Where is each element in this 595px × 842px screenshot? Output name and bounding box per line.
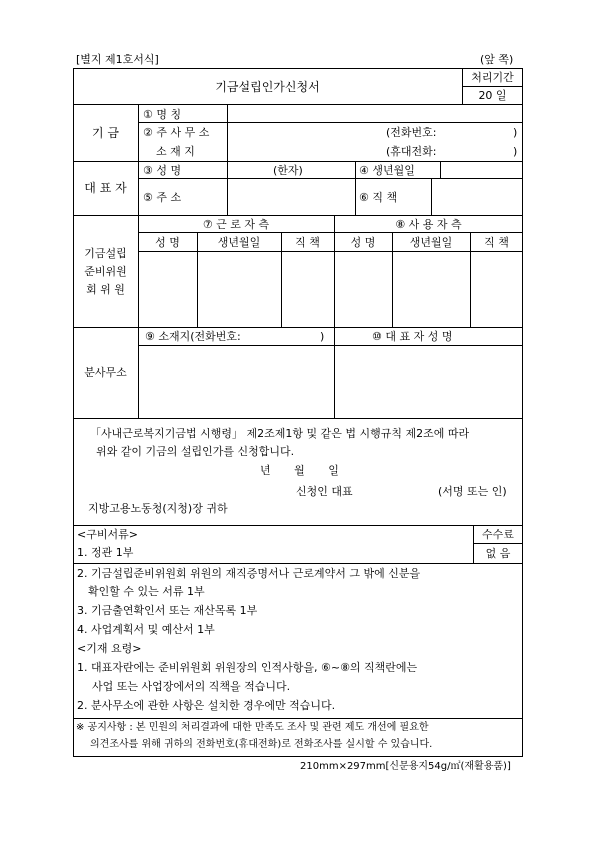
branch-location-close: ) xyxy=(320,330,325,343)
processing-period-label: 처리기간 xyxy=(471,71,514,84)
committee-section-label-2: 준비위원 xyxy=(84,265,127,278)
committee-section-label-3: 회 위 원 xyxy=(86,283,125,296)
branch-section-label: 분사무소 xyxy=(84,366,127,379)
branch-location-label: ⑨ 소재지(전화번호: xyxy=(145,330,241,343)
paper-spec-footer: 210mm×297mm[신문용지54g/㎡(재활용품)] xyxy=(300,761,511,772)
signature-label: (서명 또는 인) xyxy=(438,485,507,498)
fund-name-label: ① 명 칭 xyxy=(143,108,182,121)
applicant-label: 신청인 대표 xyxy=(296,485,353,498)
required-docs-title: <구비서류> xyxy=(77,528,138,541)
employer-side-label: ⑧ 사 용 자 측 xyxy=(395,218,462,231)
notice-line-2: 의견조사를 위해 귀하의 전화번호(휴대전화)로 전화조사를 실시할 수 있습니다. xyxy=(90,739,433,750)
fund-office-label: ② 주 사 무 소 xyxy=(143,126,210,139)
application-date: 년 월 일 xyxy=(260,464,339,477)
branch-rep-label: ⑩ 대 표 자 성 명 xyxy=(372,330,453,343)
page-side-label: (앞 쪽) xyxy=(480,53,514,66)
doc-item-2: 2. 기금설립준비위원회 위원의 재직증명서나 근로계약서 그 밖에 신분을 xyxy=(77,567,421,580)
col-worker-job: 직 책 xyxy=(295,236,320,249)
doc-item-3: 3. 기금출연확인서 또는 재산목록 1부 xyxy=(77,604,258,617)
col-employer-birth: 생년월일 xyxy=(409,236,453,249)
rep-section-label: 대 표 자 xyxy=(84,181,127,195)
rep-name-label: ③ 성 명 xyxy=(143,164,182,177)
declaration-line-2: 위와 같이 기금의 설립인가를 신청합니다. xyxy=(96,445,295,458)
doc-item-4: 4. 사업계획서 및 예산서 1부 xyxy=(77,623,215,636)
fee-value: 없 음 xyxy=(485,547,511,560)
fund-phone-label: (전화번호: xyxy=(386,126,437,139)
fund-phone-close: ) xyxy=(513,126,518,139)
fund-mobile-close: ) xyxy=(513,145,518,158)
committee-section-label-1: 기금설립 xyxy=(84,247,127,260)
rep-address-label: ⑤ 주 소 xyxy=(143,191,182,204)
fund-location-label: 소 재 지 xyxy=(156,145,195,158)
recipient-label: 지방고용노동청(지청)장 귀하 xyxy=(88,502,228,515)
notice-line-1: ※ 공지사항 : 본 민원의 처리결과에 대한 만족도 조사 및 관련 제도 개선에 필요한 xyxy=(76,722,429,733)
worker-side-label: ⑦ 근 로 자 측 xyxy=(202,218,270,231)
col-worker-name: 성 명 xyxy=(155,236,180,249)
declaration-line-1: 「사내근로복지기금법 시행령」 제2조제1항 및 같은 법 시행규칙 제2조에 따라 xyxy=(90,427,470,440)
form-title: 기금설립인가신청서 xyxy=(215,80,320,94)
col-employer-name: 성 명 xyxy=(350,236,376,249)
form-number: [별지 제1호서식] xyxy=(76,53,159,66)
rep-hanja-label: (한자) xyxy=(273,164,303,177)
rep-job-label: ⑥ 직 책 xyxy=(359,191,398,204)
fee-label: 수수료 xyxy=(482,528,514,541)
writing-note-1-cont: 사업 또는 사업장에서의 직책을 적습니다. xyxy=(92,680,291,693)
rep-birth-label: ④ 생년월일 xyxy=(359,164,415,177)
fund-mobile-label: (휴대전화: xyxy=(386,145,437,158)
col-worker-birth: 생년월일 xyxy=(217,236,261,249)
fund-section-label: 기 금 xyxy=(92,126,119,140)
writing-notes-title: <기재 요령> xyxy=(77,642,142,655)
writing-note-2: 2. 분사무소에 관한 사항은 설치한 경우에만 적습니다. xyxy=(77,699,336,712)
doc-item-1: 1. 정관 1부 xyxy=(77,546,134,559)
writing-note-1: 1. 대표자란에는 준비위원회 위원장의 인적사항을, ⑥~⑧의 직책란에는 xyxy=(77,661,418,674)
doc-item-2-cont: 확인할 수 있는 서류 1부 xyxy=(88,585,205,598)
processing-period-value: 20 일 xyxy=(478,89,507,102)
col-employer-job: 직 책 xyxy=(484,236,509,249)
